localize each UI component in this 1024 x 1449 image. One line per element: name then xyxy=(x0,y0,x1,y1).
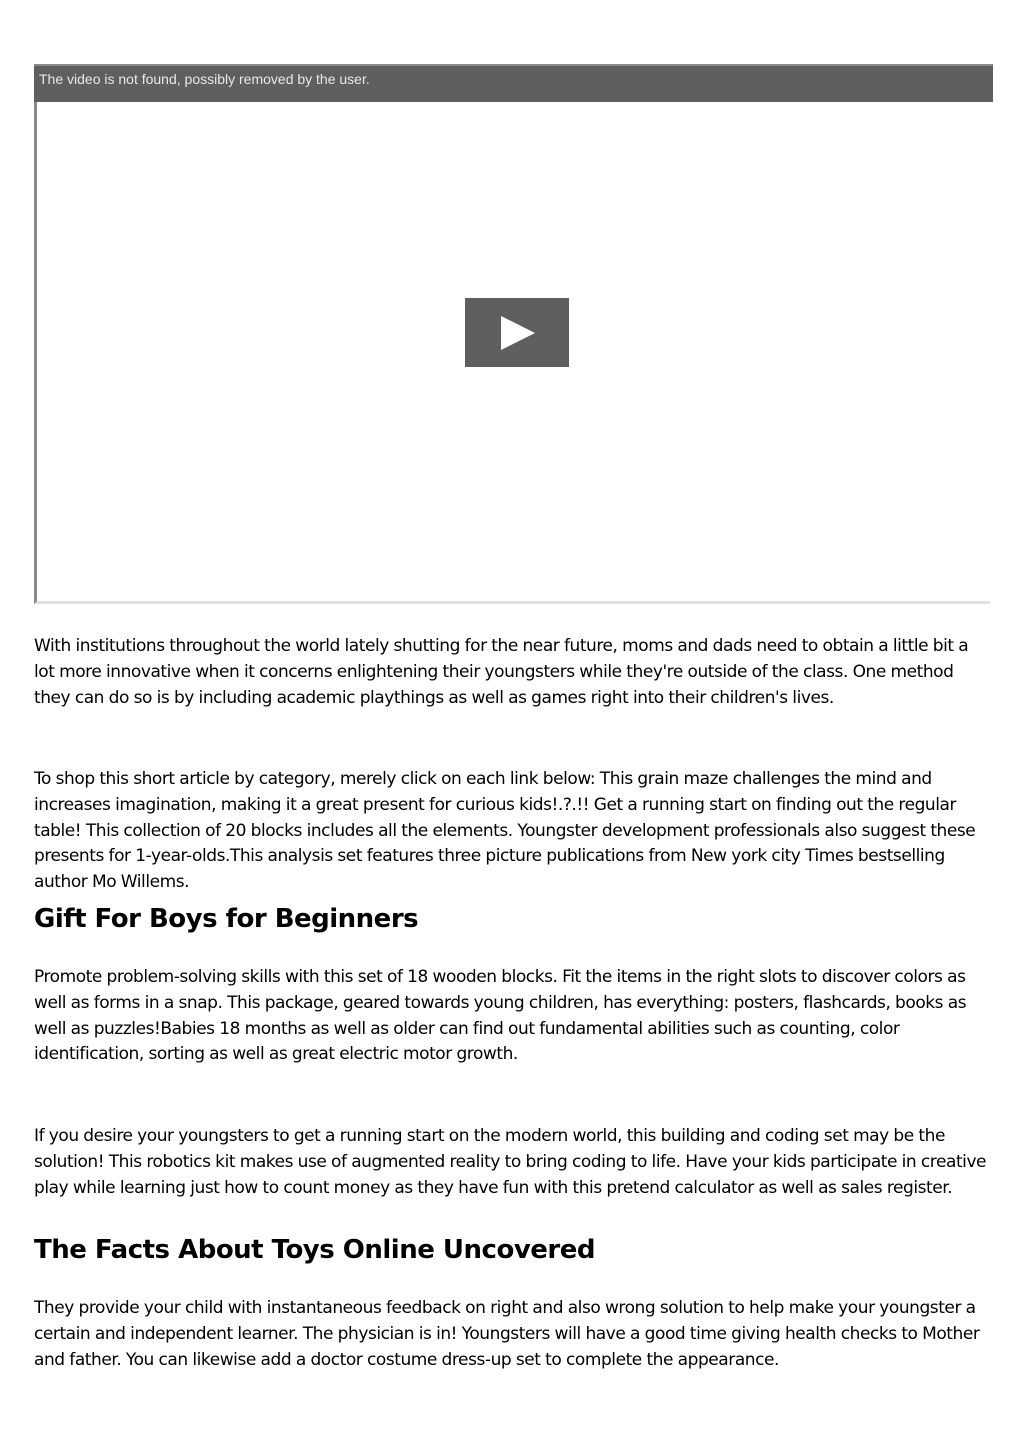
video-error-message: The video is not found, possibly removed by the user. xyxy=(39,71,370,87)
video-player[interactable] xyxy=(34,64,990,604)
video-title-bar xyxy=(34,64,993,102)
section-heading: The Facts About Toys Online Uncovered xyxy=(34,1235,595,1265)
article-paragraph: To shop this short article by category, merely click on each link below: This grain maze challenges the mind and increases imagination, making it a great present for curious kids!.?.!! Get a running start on finding out the regular table! This collection of 20 blocks includes all the elements. Youngster development professionals also suggest these presents for 1-year-olds.This analysis set features three picture publications from New york city Times bestselling author Mo Willems. xyxy=(34,769,976,893)
section-heading: Gift For Boys for Beginners xyxy=(34,904,419,934)
article-paragraph: Promote problem-solving skills with this set of 18 wooden blocks. Fit the items in the right slots to discover colors as well as forms in a snap. This package, geared towards young children, has everything: posters, flashcards, books as well as puzzles!Babies 18 months as well as older can find out fundamental abilities such as counting, color identification, sorting as well as great electric motor growth. xyxy=(34,967,967,1065)
play-button[interactable] xyxy=(465,298,569,367)
article-paragraph: If you desire your youngsters to get a running start on the modern world, this building and coding set may be the solution! This robotics kit makes use of augmented reality to bring coding to life. Have your kids participate in creative play while learning just how to count money as they have fun with this pretend calculator as well as sales register. xyxy=(34,1126,987,1198)
article-paragraph: They provide your child with instantaneous feedback on right and also wrong solution to help make your youngster a certain and independent learner. The physician is in! Youngsters will have a good time giving health checks to Mother and father. You can likewise add a doctor costume dress-up set to complete the appearance. xyxy=(34,1298,980,1370)
play-icon xyxy=(501,316,535,350)
article-paragraph: With institutions throughout the world lately shutting for the near future, moms and dads need to obtain a little bit a lot more innovative when it concerns enlightening their youngsters while they're outside of the class. One method they can do so is by including academic playthings as well as games right into their children's lives. xyxy=(34,636,969,708)
